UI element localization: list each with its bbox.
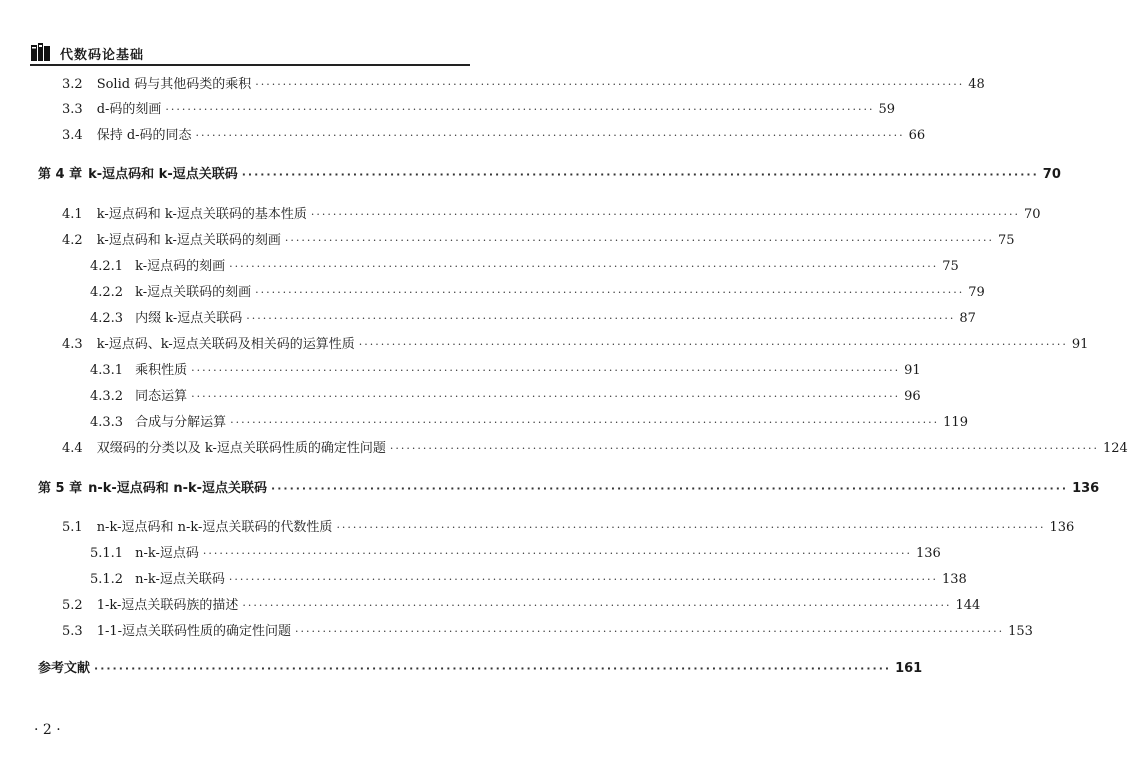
toc-title: n-k-逗点码 bbox=[135, 546, 199, 561]
toc-page-number: 79 bbox=[968, 285, 985, 300]
toc-page-number: 161 bbox=[895, 661, 923, 676]
toc-number: 第 4 章 bbox=[38, 167, 83, 182]
toc-page-number: 91 bbox=[1071, 337, 1089, 352]
dot-leader: ································································································································· bbox=[230, 416, 940, 429]
toc-number: 3.3 bbox=[62, 102, 83, 117]
toc-title: 合成与分解运算 bbox=[135, 415, 227, 430]
toc-number: 4.2.1 bbox=[90, 259, 124, 274]
toc-title: k-逗点关联码的刻画 bbox=[135, 285, 252, 300]
toc-number: 4.2.3 bbox=[90, 311, 124, 326]
page-number: · 2 · bbox=[34, 722, 61, 738]
dot-leader: ································································································································· bbox=[191, 364, 901, 377]
dot-leader: ································································································································· bbox=[358, 338, 1068, 351]
toc-entry bbox=[90, 411, 968, 431]
toc-number: 4.2 bbox=[62, 233, 83, 248]
toc-title: k-逗点码和 k-逗点关联码的刻画 bbox=[96, 233, 281, 248]
book-icon bbox=[30, 42, 52, 62]
toc-page-number: 59 bbox=[878, 102, 896, 117]
toc-page-number: 75 bbox=[997, 233, 1015, 248]
toc-entry bbox=[62, 229, 1015, 249]
toc-number: 5.2 bbox=[62, 598, 83, 613]
toc-title: 保持 d-码的同态 bbox=[96, 128, 192, 143]
toc-entry bbox=[90, 281, 985, 301]
toc-number: 3.2 bbox=[62, 77, 83, 92]
dot-leader: ································································································································· bbox=[310, 208, 1020, 221]
toc-entry bbox=[38, 163, 1061, 183]
toc-entry bbox=[62, 620, 1033, 640]
toc-title: k-逗点码、k-逗点关联码及相关码的运算性质 bbox=[96, 337, 355, 352]
toc-entry bbox=[90, 307, 976, 327]
dot-leader: ································································································································· bbox=[242, 599, 952, 612]
dot-leader: ································································································································· bbox=[191, 390, 901, 403]
toc-page-number: 124 bbox=[1102, 441, 1128, 456]
toc-page-number: 70 bbox=[1023, 207, 1041, 222]
toc-number: 3.4 bbox=[62, 128, 83, 143]
dot-leader: ································································································································· bbox=[195, 129, 905, 142]
toc-page-number: 119 bbox=[943, 415, 968, 430]
dot-leader: ································································································································· bbox=[271, 482, 1069, 495]
dot-leader: ································································································································· bbox=[241, 168, 1039, 181]
toc-entry bbox=[90, 255, 959, 275]
toc-page-number: 144 bbox=[955, 598, 981, 613]
toc-number: 4.1 bbox=[62, 207, 83, 222]
toc-entry bbox=[62, 98, 896, 118]
toc-number: 第 5 章 bbox=[38, 481, 83, 496]
toc-entry bbox=[90, 568, 967, 588]
dot-leader: ································································································································· bbox=[336, 521, 1046, 534]
toc-title: k-逗点码和 k-逗点关联码的基本性质 bbox=[96, 207, 307, 222]
toc-title: Solid 码与其他码类的乘积 bbox=[96, 77, 252, 92]
toc-number: 5.3 bbox=[62, 624, 83, 639]
toc-entry bbox=[90, 542, 941, 562]
dot-leader: ································································································································· bbox=[295, 625, 1005, 638]
dot-leader: ································································································································· bbox=[228, 573, 938, 586]
toc-number: 4.2.2 bbox=[90, 285, 124, 300]
toc-entry bbox=[38, 657, 923, 677]
toc-page-number: 96 bbox=[904, 389, 921, 404]
toc-page-number: 136 bbox=[1049, 520, 1075, 535]
header-rule bbox=[30, 64, 470, 66]
toc-page-number: 138 bbox=[941, 572, 967, 587]
toc-title: n-k-逗点关联码 bbox=[135, 572, 225, 587]
toc-page-number: 70 bbox=[1042, 167, 1061, 182]
dot-leader: ································································································································· bbox=[389, 442, 1099, 455]
toc-title: 1-k-逗点关联码族的描述 bbox=[96, 598, 239, 613]
dot-leader: ································································································································· bbox=[94, 662, 892, 675]
toc-page-number: 48 bbox=[968, 77, 985, 92]
dot-leader: ································································································································· bbox=[202, 547, 912, 560]
toc-number: 4.3 bbox=[62, 337, 83, 352]
toc-page-number: 153 bbox=[1008, 624, 1033, 639]
dot-leader: ································································································································· bbox=[246, 312, 956, 325]
dot-leader: ································································································································· bbox=[229, 260, 939, 273]
toc-entry bbox=[90, 359, 921, 379]
toc-number: 4.3.2 bbox=[90, 389, 124, 404]
toc-entry bbox=[62, 73, 985, 93]
toc-entry bbox=[38, 477, 1100, 497]
toc-page-number: 87 bbox=[959, 311, 976, 326]
toc-title: n-k-逗点码和 n-k-逗点关联码 bbox=[88, 481, 268, 496]
toc-entry bbox=[62, 594, 981, 614]
toc-title: 参考文献 bbox=[38, 661, 91, 676]
toc-title: 双缀码的分类以及 k-逗点关联码性质的确定性问题 bbox=[96, 441, 386, 456]
toc-title: 1-1-逗点关联码性质的确定性问题 bbox=[96, 624, 292, 639]
toc-title: d-码的刻画 bbox=[96, 102, 162, 117]
dot-leader: ································································································································· bbox=[255, 286, 965, 299]
dot-leader: ································································································································· bbox=[165, 103, 875, 116]
toc-number: 5.1 bbox=[62, 520, 83, 535]
toc-title: 同态运算 bbox=[135, 389, 188, 404]
header-title: 代数码论基础 bbox=[60, 48, 145, 63]
toc-number: 4.3.3 bbox=[90, 415, 124, 430]
toc-number: 4.3.1 bbox=[90, 363, 124, 378]
toc-entry bbox=[90, 385, 921, 405]
toc-entry bbox=[62, 124, 926, 144]
toc-title: 乘积性质 bbox=[135, 363, 188, 378]
toc-page-number: 75 bbox=[942, 259, 959, 274]
dot-leader: ································································································································· bbox=[255, 78, 965, 91]
toc-entry bbox=[62, 203, 1041, 223]
toc-title: n-k-逗点码和 n-k-逗点关联码的代数性质 bbox=[96, 520, 333, 535]
toc-page-number: 136 bbox=[1072, 481, 1100, 496]
toc-number: 5.1.2 bbox=[90, 572, 124, 587]
toc-entry bbox=[62, 437, 1128, 457]
toc-title: k-逗点码的刻画 bbox=[135, 259, 226, 274]
toc-entry bbox=[62, 333, 1089, 353]
dot-leader: ································································································································· bbox=[284, 234, 994, 247]
toc-number: 4.4 bbox=[62, 441, 83, 456]
toc-page-number: 136 bbox=[915, 546, 941, 561]
toc-title: k-逗点码和 k-逗点关联码 bbox=[88, 167, 238, 182]
toc-title: 内缀 k-逗点关联码 bbox=[135, 311, 243, 326]
toc-number: 5.1.1 bbox=[90, 546, 124, 561]
toc-page-number: 91 bbox=[904, 363, 921, 378]
toc-page-number: 66 bbox=[908, 128, 926, 143]
toc-entry bbox=[62, 516, 1075, 536]
